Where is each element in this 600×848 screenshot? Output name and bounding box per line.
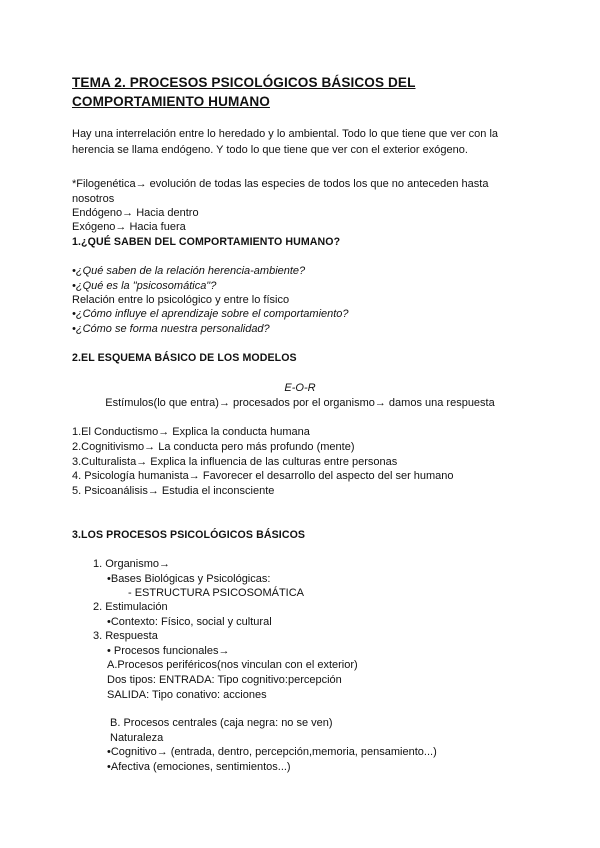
section-2-heading: 2.EL ESQUEMA BÁSICO DE LOS MODELOS bbox=[72, 352, 297, 364]
procesos-perifericos: A.Procesos periféricos(nos vinculan con el exterior) bbox=[107, 659, 358, 671]
endogeno-line: Endógeno→ Hacia dentro bbox=[72, 207, 199, 219]
intro-line-1: Hay una interrelación entre lo heredado y lo ambiental. Todo lo que tiene que ver con la bbox=[72, 128, 499, 140]
psicosomatica-answer: Relación entre lo psicológico y entre lo físico bbox=[72, 294, 290, 306]
eor-description: Estímulos(lo que entra)→ procesados por el organismo→ damos una respuesta bbox=[105, 397, 495, 409]
question-psicosomatica: •¿Qué es la "psicosomática"? bbox=[72, 280, 217, 292]
eor-formula: E-O-R bbox=[284, 382, 316, 394]
question-aprendizaje: •¿Cómo influye el aprendizaje sobre el comportamiento? bbox=[72, 308, 349, 320]
section-3-heading: 3.LOS PROCESOS PSICOLÓGICOS BÁSICOS bbox=[72, 529, 306, 541]
question-herencia: •¿Qué saben de la relación herencia-ambiente? bbox=[72, 265, 306, 277]
section-1-heading: 1.¿QUÉ SABEN DEL COMPORTAMIENTO HUMANO? bbox=[72, 236, 341, 248]
question-personalidad: •¿Cómo se forma nuestra personalidad? bbox=[72, 323, 270, 335]
filogenetica-line-1: *Filogenética→ evolución de todas las especies de todos los que no anteceden hasta bbox=[72, 178, 489, 190]
list-item-estimulacion: 2. Estimulación bbox=[93, 601, 168, 613]
model-item: 4. Psicología humanista→ Favorecer el desarrollo del aspecto del ser humano bbox=[72, 470, 454, 482]
page-title bbox=[72, 73, 532, 111]
exogeno-line: Exógeno→ Hacia fuera bbox=[72, 221, 186, 233]
dos-tipos-entrada: Dos tipos: ENTRADA: Tipo cognitivo:percepción bbox=[107, 674, 342, 686]
salida-line: SALIDA: Tipo conativo: acciones bbox=[107, 689, 267, 701]
estructura-psicosomatica: - ESTRUCTURA PSICOSOMÁTICA bbox=[128, 587, 305, 599]
procesos-funcionales: • Procesos funcionales→ bbox=[107, 645, 230, 657]
afectiva-line: •Afectiva (emociones, sentimientos...) bbox=[107, 761, 291, 773]
intro-line-2: herencia se llama endógeno. Y todo lo que tiene que ver con el exterior exógeno. bbox=[72, 144, 468, 156]
model-item: 5. Psicoanálisis→ Estudia el inconsciente bbox=[72, 485, 275, 497]
model-item: 3.Culturalista→ Explica la influencia de las culturas entre personas bbox=[72, 456, 398, 468]
bases-biologicas: •Bases Biológicas y Psicológicas: bbox=[107, 573, 271, 585]
contexto-line: •Contexto: Físico, social y cultural bbox=[107, 616, 272, 628]
title-line-2: COMPORTAMIENTO HUMANO bbox=[72, 94, 270, 109]
naturaleza-line: Naturaleza bbox=[110, 732, 164, 744]
model-item: 2.Cognitivismo→ La conducta pero más profundo (mente) bbox=[72, 441, 355, 453]
model-item: 1.El Conductismo→ Explica la conducta humana bbox=[72, 426, 310, 438]
cognitivo-line: •Cognitivo→ (entrada, dentro, percepción,memoria, pensamiento...) bbox=[107, 746, 437, 758]
procesos-centrales: B. Procesos centrales (caja negra: no se ven) bbox=[110, 717, 333, 729]
list-item-organismo: 1. Organismo→ bbox=[93, 558, 171, 570]
filogenetica-line-2: nosotros bbox=[72, 193, 115, 205]
title-line-1: TEMA 2. PROCESOS PSICOLÓGICOS BÁSICOS DEL bbox=[72, 75, 416, 90]
list-item-respuesta: 3. Respuesta bbox=[93, 630, 158, 642]
